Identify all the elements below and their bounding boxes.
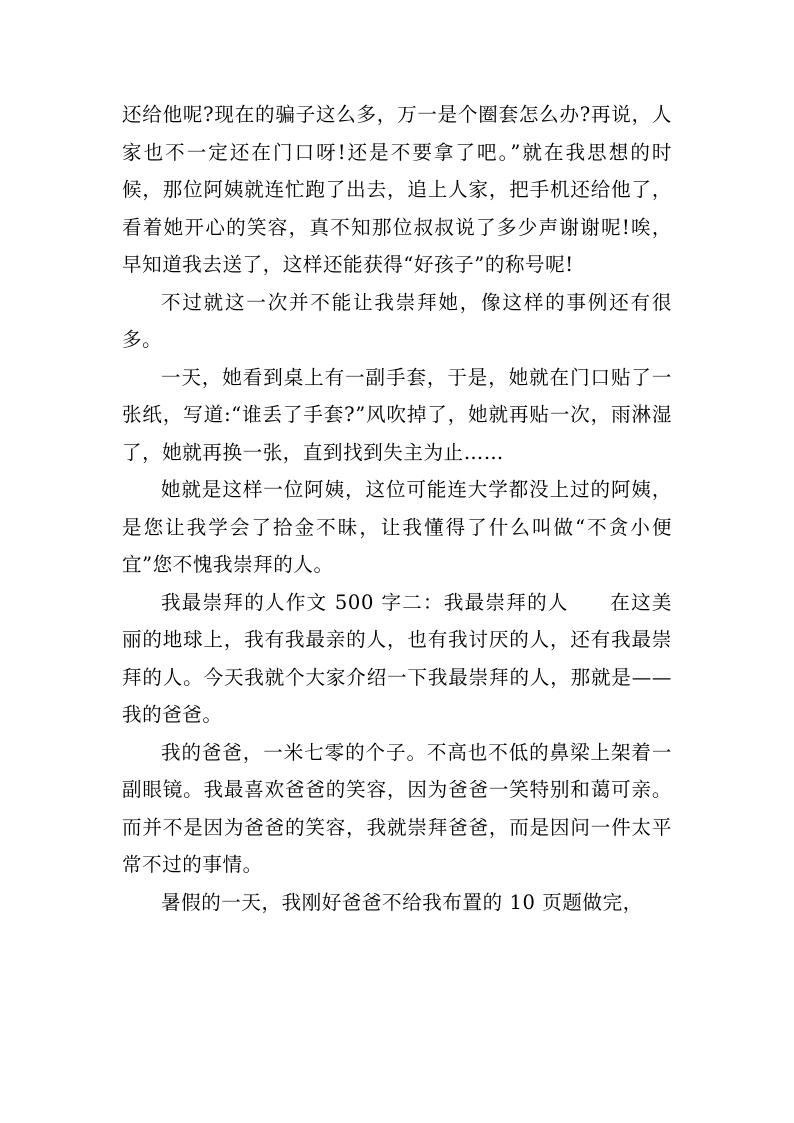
paragraph-3: 一天，她看到桌上有一副手套，于是，她就在门口贴了一张纸，写道:“谁丢了手套?”风吹掉了，她就再贴一次，雨淋湿了，她就再换一张，直到找到失主为止…… bbox=[122, 365, 672, 464]
document-body bbox=[122, 96, 672, 921]
paragraph-7: 暑假的一天，我刚好爸爸不给我布置的 10 页题做完， bbox=[161, 890, 643, 914]
paragraph-5: 我最崇拜的人作文 500 字二：我最崇拜的人 在这美丽的地球上，我有我最亲的人，也有我讨厌的人，还有我最崇拜的人。今天我就个大家介绍一下我最崇拜的人，那就是——我的爸爸。 bbox=[122, 590, 672, 726]
paragraph-4: 她就是这样一位阿姨，这位可能连大学都没上过的阿姨，是您让我学会了拾金不昧，让我懂得了什么叫做“不贪小便宜”您不愧我崇拜的人。 bbox=[122, 478, 672, 576]
paragraph-1: 还给他呢?现在的骗子这么多，万一是个圈套怎么办?再说，人家也不一定还在门口呀!还是不要拿了吧。”就在我思想的时候，那位阿姨就连忙跑了出去，追上人家，把手机还给他了，看着她开心的笑容，真不知那位叔叔说了多少声谢谢呢!唉，早知道我去送了，这样还能获得“好孩子”的称号呢! bbox=[122, 103, 672, 276]
paragraph-2: 不过就这一次并不能让我崇拜她，像这样的事例还有很多。 bbox=[122, 290, 672, 351]
paragraph-6: 我的爸爸，一米七零的个子。不高也不低的鼻梁上架着一副眼镜。我最喜欢爸爸的笑容，因为爸爸一笑特别和蔼可亲。而并不是因为爸爸的笑容，我就崇拜爸爸，而是因问一件太平常不过的事情。 bbox=[122, 740, 672, 876]
